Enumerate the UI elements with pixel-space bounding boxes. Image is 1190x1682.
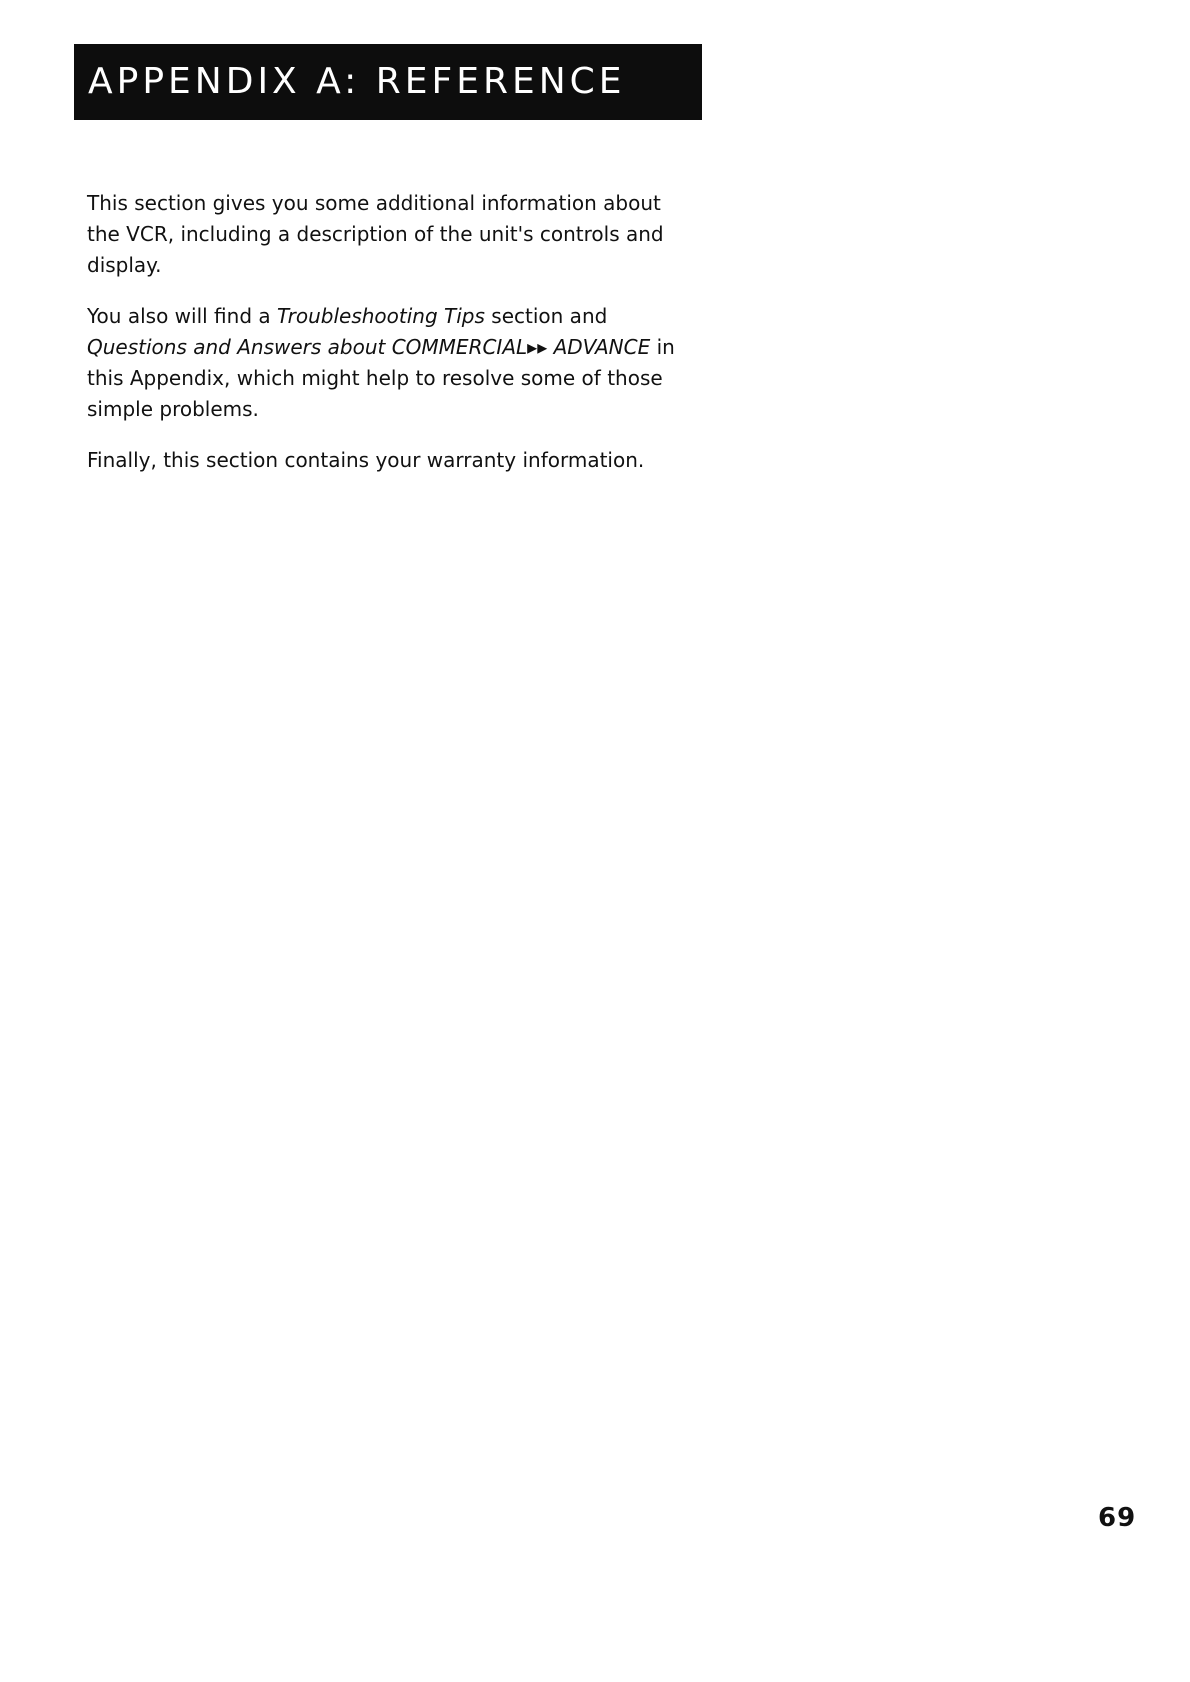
warranty-paragraph: Finally, this section contains your warranty information. — [87, 448, 645, 472]
paragraph-text: You also will find a — [87, 304, 277, 328]
paragraph-text: section and — [484, 304, 608, 328]
page-title: APPENDIX A: REFERENCE — [88, 61, 626, 102]
page-number: 69 — [1098, 1503, 1137, 1533]
paragraph-text: in this Appendix, which might help to resolve some of those simple problems. — [87, 335, 675, 421]
intro-paragraph: This section gives you some additional information about the VCR, including a description of the unit's controls and display. — [87, 191, 664, 277]
commercial-advance-reference: Questions and Answers about COMMERCIAL▸▸ ADVANCE — [87, 335, 651, 359]
troubleshooting-tips-reference: Troubleshooting Tips — [276, 304, 485, 328]
troubleshooting-paragraph — [87, 301, 687, 425]
section-header-bar — [74, 44, 702, 120]
body-text — [87, 188, 687, 496]
